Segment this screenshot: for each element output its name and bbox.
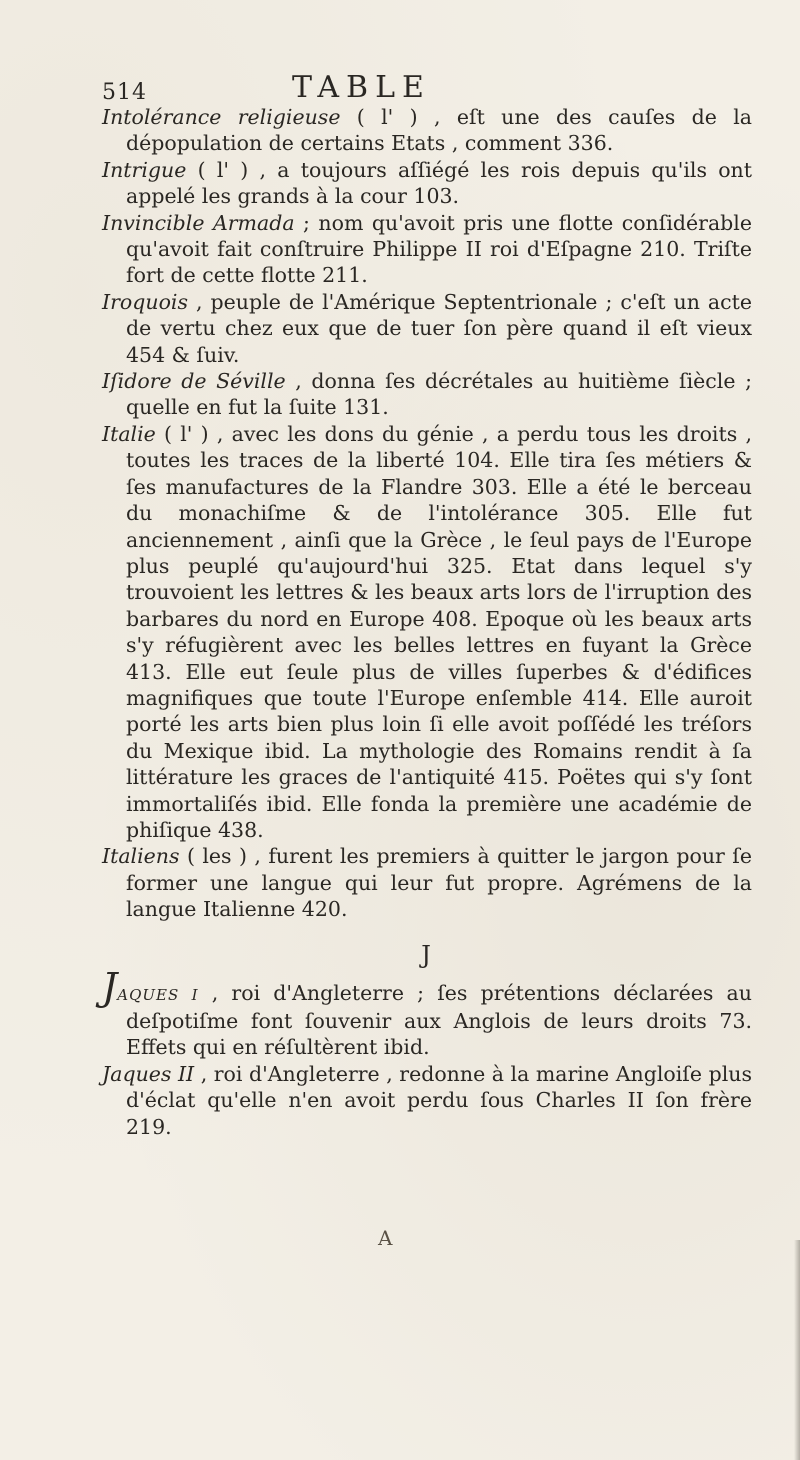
index-entry [102, 964, 752, 1061]
index-entry [102, 843, 752, 922]
entry-headword: Italiens [102, 844, 180, 869]
page-edge-shadow [794, 1240, 800, 1460]
entry-headword: Invincible Armada [102, 210, 295, 235]
entry-text: , roi d'Angleterre ; ſes prétentions déclarées au deſpotiſme font ſouvenir aux Anglois de leurs droits 73. Effets qui en réſultèrent ibid. [126, 980, 752, 1060]
entry-headword: Intrigue [102, 157, 187, 182]
entry-text: ( l' ) , eſt une des cauſes de la dépopulation de certains Etats , comment 336. [126, 105, 752, 156]
letter-section-heading: J [421, 940, 433, 969]
index-entry [102, 368, 752, 421]
running-title: TABLE [292, 70, 431, 105]
page-number: 514 [102, 80, 147, 105]
entry-text: ( l' ) , a toujours aſſiégé les rois depuis qu'ils ont appelé les grands à la cour 103. [126, 157, 752, 209]
entry-headword: Intolérance religieuse [102, 105, 341, 129]
entry-text: , donna ſes décrétales au huitième ſiècle ; quelle en fut la ſuite 131. [126, 369, 752, 420]
entry-text: ( l' ) , avec les dons du génie , a perdu tous les droits , toutes les traces de la liberté 104. Elle tira ſes métiers & ſes manufactures de la Flandre 303. Elle a été le berceau du monachiſme & de l'intolérance 305. Elle fut anciennement , ainſi que la Grèce , le ſeul pays de l'Europe plus peuplé qu'aujourd'hui 325. Etat dans lequel s'y trouvoient les lettres & les beaux arts lors de l'irruption des barbares du nord en Europe 408. Epoque où les beaux arts s'y réfugièrent avec les belles lettres en fuyant la Grèce 413. Elle eut ſeule plus de villes ſuperbes & d'édifices magnifiques que toute l'Europe enſemble 414. Elle auroit porté les arts bien plus loin ſi elle avoit poſſédé les tréſors du Mexique ibid. La mythologie des Romains rendit à ſa littérature les graces de l'antiquité 415. Poëtes qui s'y ſont immortaliſés ibid. Elle fonda la première une académie de phiſique 438. [126, 421, 752, 842]
entry-headword: Jaques II [102, 1061, 195, 1086]
entry-text: ; nom qu'avoit pris une flotte conſidérable qu'avoit fait conſtruire Philippe II roi d'Eſpagne 210. Triſte fort de cette flotte 211. [126, 210, 752, 288]
index-entry [102, 157, 752, 210]
index-entry [102, 1061, 752, 1140]
index-entry [102, 421, 752, 844]
entry-headword: Iſidore de Séville [102, 369, 286, 394]
entry-text: , roi d'Angleterre , redonne à la marine Angloiſe plus d'éclat qu'elle n'en avoit perdu ſous Charles II ſon frère 219. [126, 1061, 752, 1139]
page-header [102, 70, 742, 104]
entry-text: , peuple de l'Amérique Septentrionale ; c'eſt un acte de vertu chez eux que de tuer ſon père quand il eſt vieux 454 & ſuiv. [126, 289, 752, 367]
entry-headword: AQUES I [117, 985, 199, 1004]
signature-mark: A [378, 1226, 393, 1250]
entry-text: ( les ) , furent les premiers à quitter le jargon pour ſe former une langue qui leur fut propre. Agrémens de la langue Italienne 420. [126, 844, 752, 922]
index-entry [102, 289, 752, 368]
index-entries [102, 104, 752, 1140]
index-entry [102, 104, 752, 157]
drop-initial: J [102, 964, 118, 1009]
index-entry [102, 210, 752, 289]
entry-headword: Italie [102, 421, 156, 446]
entry-headword: Iroquois [102, 289, 188, 314]
